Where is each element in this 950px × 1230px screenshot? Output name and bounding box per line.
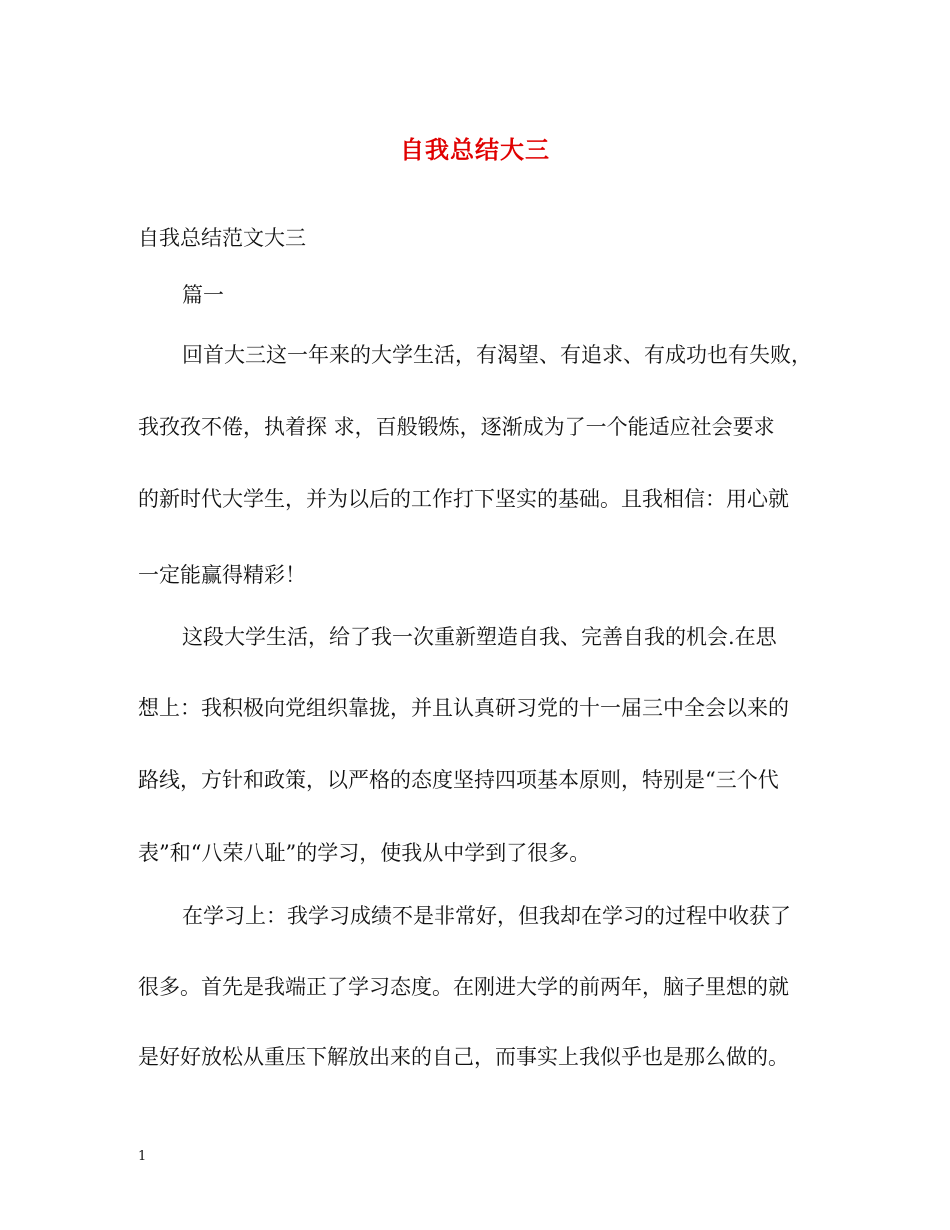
paragraph-line: 想上：我积极向党组织靠拢，并且认真研习党的十一届三中全会以来的 (138, 696, 789, 720)
paragraph-line: 是好好放松从重压下解放出来的自己，而事实上我似乎也是那么做的。 (138, 1045, 789, 1069)
document-title: 自我总结大三 (400, 135, 550, 164)
paragraph-line: 回首大三这一年来的大学生活，有渴望、有追求、有成功也有失败， (182, 343, 812, 367)
paragraph-line: 我孜孜不倦，执着探 求，百般锻炼，逐渐成为了一个能适应社会要求 (138, 415, 775, 439)
paragraph-line: 一定能赢得精彩！ (138, 563, 306, 587)
paragraph-line: 路线，方针和政策，以严格的态度坚持四项基本原则，特别是“三个代 (138, 768, 779, 792)
subtitle-line: 自我总结范文大三 (138, 226, 306, 250)
page-number: 1 (138, 1149, 147, 1164)
paragraph-line: 的新时代大学生，并为以后的工作打下坚实的基础。且我相信：用心就 (138, 487, 789, 511)
paragraph-line: 在学习上：我学习成绩不是非常好，但我却在学习的过程中收获了 (182, 904, 791, 928)
paragraph-line: 表”和“八荣八耻”的学习，使我从中学到了很多。 (138, 841, 591, 865)
paragraph-line: 很多。首先是我端正了学习态度。在刚进大学的前两年，脑子里想的就 (138, 975, 789, 999)
paragraph-line: 这段大学生活，给了我一次重新塑造自我、完善自我的机会.在思 (182, 625, 777, 649)
section-heading: 篇一 (182, 283, 224, 307)
